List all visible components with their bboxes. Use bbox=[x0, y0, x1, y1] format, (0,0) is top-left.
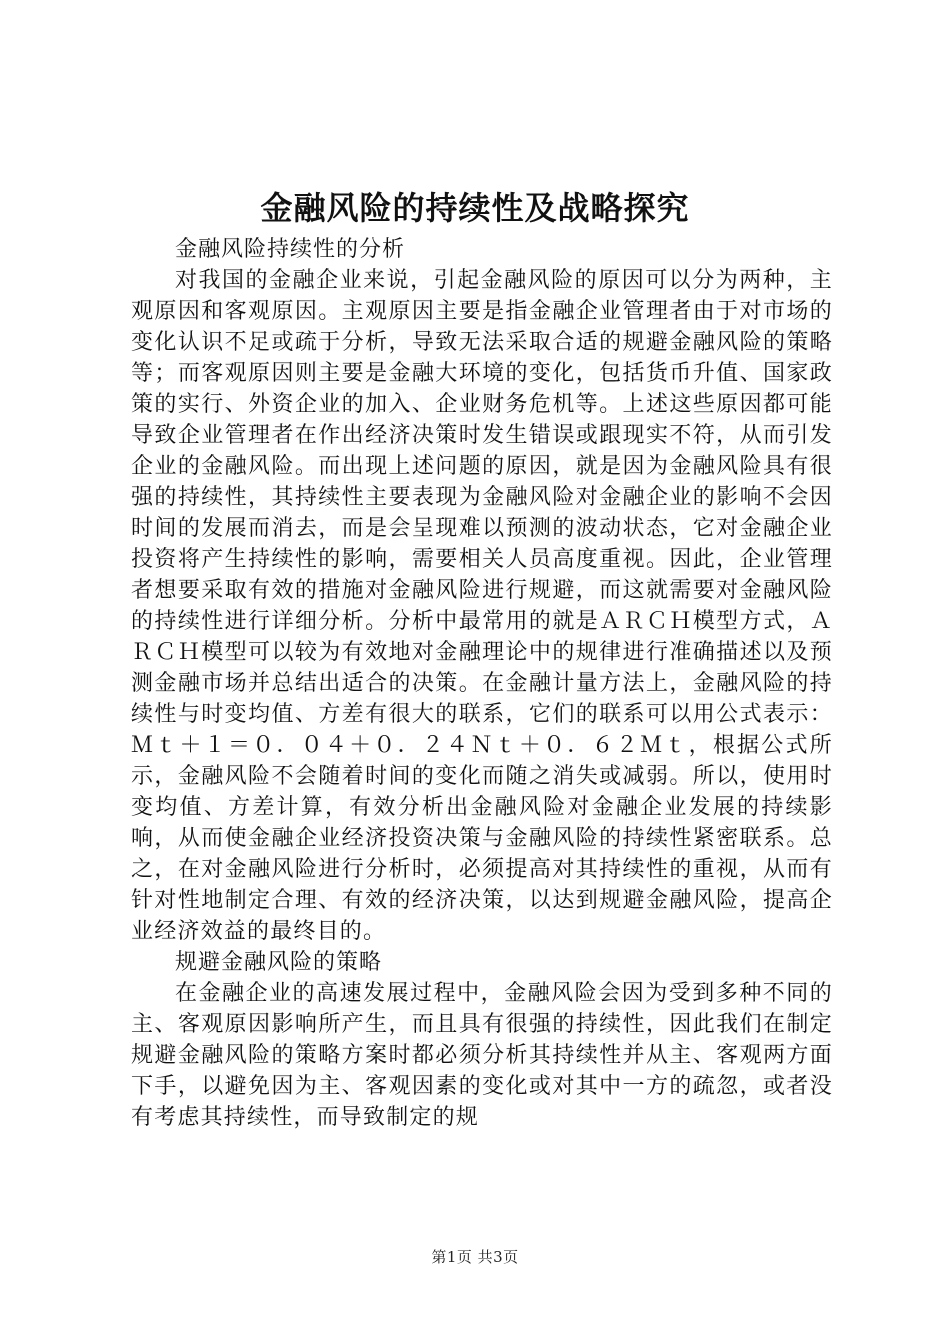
page-footer: 第1页 共3页 bbox=[431, 1248, 519, 1266]
document-body bbox=[131, 234, 833, 1133]
document-title: 金融风险的持续性及战略探究 bbox=[260, 189, 690, 227]
section-paragraph: 在金融企业的高速发展过程中，金融风险会因为受到多种不同的主、客观原因影响所产生，而且具有很强的持续性，因此我们在制定规避金融风险的策略方案时都必须分析其持续性并从主、客观两方面下手，以避免因为主、客观因素的变化或对其中一方的疏忽，或者没有考虑其持续性，而导致制定的规 bbox=[131, 981, 833, 1130]
section-heading: 金融风险持续性的分析 bbox=[175, 237, 406, 262]
section-heading: 规避金融风险的策略 bbox=[175, 950, 383, 975]
section-paragraph: 对我国的金融企业来说，引起金融风险的原因可以分为两种，主观原因和客观原因。主观原因主要是指金融企业管理者由于对市场的变化认识不足或疏于分析，导致无法采取合适的规避金融风险的策略等；而客观原因则主要是金融大环境的变化，包括货币升值、国家政策的实行、外资企业的加入、企业财务危机等。上述这些原因都可能导致企业管理者在作出经济决策时发生错误或跟现实不符，从而引发企业的金融风险。而出现上述问题的原因，就是因为金融风险具有很强的持续性，其持续性主要表现为金融风险对金融企业的影响不会因时间的发展而消去，而是会呈现难以预测的波动状态，它对金融企业投资将产生持续性的影响，需要相关人员高度重视。因此，企业管理者想要采取有效的措施对金融风险进行规避，而这就需要对金融风险的持续性进行详细分析。分析中最常用的就是ＡＲＣＨ模型方式，ＡＲＣＨ模型可以较为有效地对金融理论中的规律进行准确描述以及预测金融市场并总结出适合的决策。在金融计量方法上，金融风险的持续性与时变均值、方差有很大的联系，它们的联系可以用公式表示：Ｍｔ＋１＝０．０４＋０．２４Ｎｔ＋０．６２Ｍｔ，根据公式所示，金融风险不会随着时间的变化而随之消失或减弱。所以，使用时变均值、方差计算，有效分析出金融风险对金融企业发展的持续影响，从而使金融企业经济投资决策与金融风险的持续性紧密联系。总之，在对金融风险进行分析时，必须提高对其持续性的重视，从而有针对性地制定合理、有效的经济决策，以达到规避金融风险，提高企业经济效益的最终目的。 bbox=[131, 268, 833, 944]
